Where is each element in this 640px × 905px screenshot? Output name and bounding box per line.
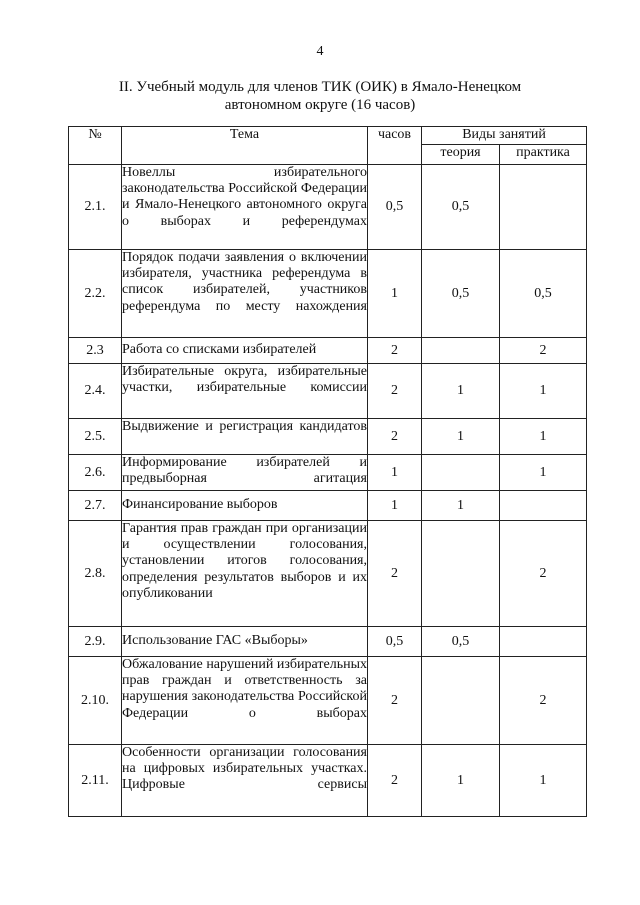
row-hours: 0,5 [368,627,422,657]
row-practice [500,491,587,521]
section-title [80,78,560,114]
table-row [69,419,587,455]
row-hours: 2 [368,364,422,419]
row-hours: 2 [368,745,422,817]
row-number: 2.4. [69,364,122,419]
table-row [69,657,587,745]
row-number: 2.3 [69,338,122,364]
row-hours: 1 [368,250,422,338]
row-number: 2.5. [69,419,122,455]
row-theory: 1 [422,745,500,817]
row-theory: 0,5 [422,627,500,657]
table-row [69,521,587,627]
row-number: 2.11. [69,745,122,817]
table-row [69,745,587,817]
row-topic: Информирование избирателей и предвыборная агитация [122,455,368,491]
row-practice: 1 [500,745,587,817]
row-number: 2.6. [69,455,122,491]
table-row [69,250,587,338]
row-practice: 0,5 [500,250,587,338]
row-practice [500,165,587,250]
row-theory [422,521,500,627]
header-theory: теория [422,145,500,165]
row-hours: 1 [368,491,422,521]
table-row [69,627,587,657]
row-hours: 2 [368,338,422,364]
row-topic: Особенности организации голосования на цифровых избирательных участках. Цифровые сервисы [122,745,368,817]
row-topic: Порядок подачи заявления о включении избирателя, участника референдума в список избирателей, участников референдума по месту нахождения [122,250,368,338]
header-hours: часов [368,127,422,165]
row-topic: Выдвижение и регистрация кандидатов [122,419,368,455]
row-number: 2.8. [69,521,122,627]
section-title-line-2: автономном округе (16 часов) [224,97,416,113]
row-theory [422,657,500,745]
row-practice: 2 [500,338,587,364]
row-hours: 0,5 [368,165,422,250]
header-class-types: Виды занятий [422,127,587,145]
row-practice: 1 [500,419,587,455]
row-theory: 1 [422,419,500,455]
row-topic: Использование ГАС «Выборы» [122,627,368,657]
header-number: № [69,127,122,165]
row-hours: 1 [368,455,422,491]
table-row [69,455,587,491]
row-topic: Финансирование выборов [122,491,368,521]
row-topic: Новеллы избирательного законодательства Российской Федерации и Ямало-Ненецкого автономного округа о выборах и референдумах [122,165,368,250]
row-hours: 2 [368,419,422,455]
table-row [69,491,587,521]
row-theory: 1 [422,364,500,419]
row-number: 2.10. [69,657,122,745]
row-number: 2.2. [69,250,122,338]
row-practice: 1 [500,364,587,419]
header-practice: практика [500,145,587,165]
section-title-line-1: II. Учебный модуль для членов ТИК (ОИК) в Ямало-Ненецком [118,79,522,95]
table-row [69,364,587,419]
curriculum-table [68,126,587,817]
row-theory: 0,5 [422,250,500,338]
row-number: 2.1. [69,165,122,250]
row-practice: 2 [500,657,587,745]
header-topic: Тема [122,127,368,165]
page-number: 4 [316,44,324,59]
row-hours: 2 [368,657,422,745]
row-topic: Обжалование нарушений избирательных прав граждан и ответственность за нарушения законодательства Российской Федерации о выборах [122,657,368,745]
row-practice: 1 [500,455,587,491]
row-theory: 1 [422,491,500,521]
table-row [69,338,587,364]
row-topic: Гарантия прав граждан при организации и осуществлении голосования, установлении итогов голосования, определения результатов выборов и их опубликовании [122,521,368,627]
row-theory [422,455,500,491]
row-topic: Работа со списками избирателей [122,338,368,364]
row-number: 2.7. [69,491,122,521]
row-theory [422,338,500,364]
row-number: 2.9. [69,627,122,657]
row-hours: 2 [368,521,422,627]
row-practice [500,627,587,657]
row-topic: Избирательные округа, избирательные участки, избирательные комиссии [122,364,368,419]
row-practice: 2 [500,521,587,627]
table-row [69,165,587,250]
row-theory: 0,5 [422,165,500,250]
